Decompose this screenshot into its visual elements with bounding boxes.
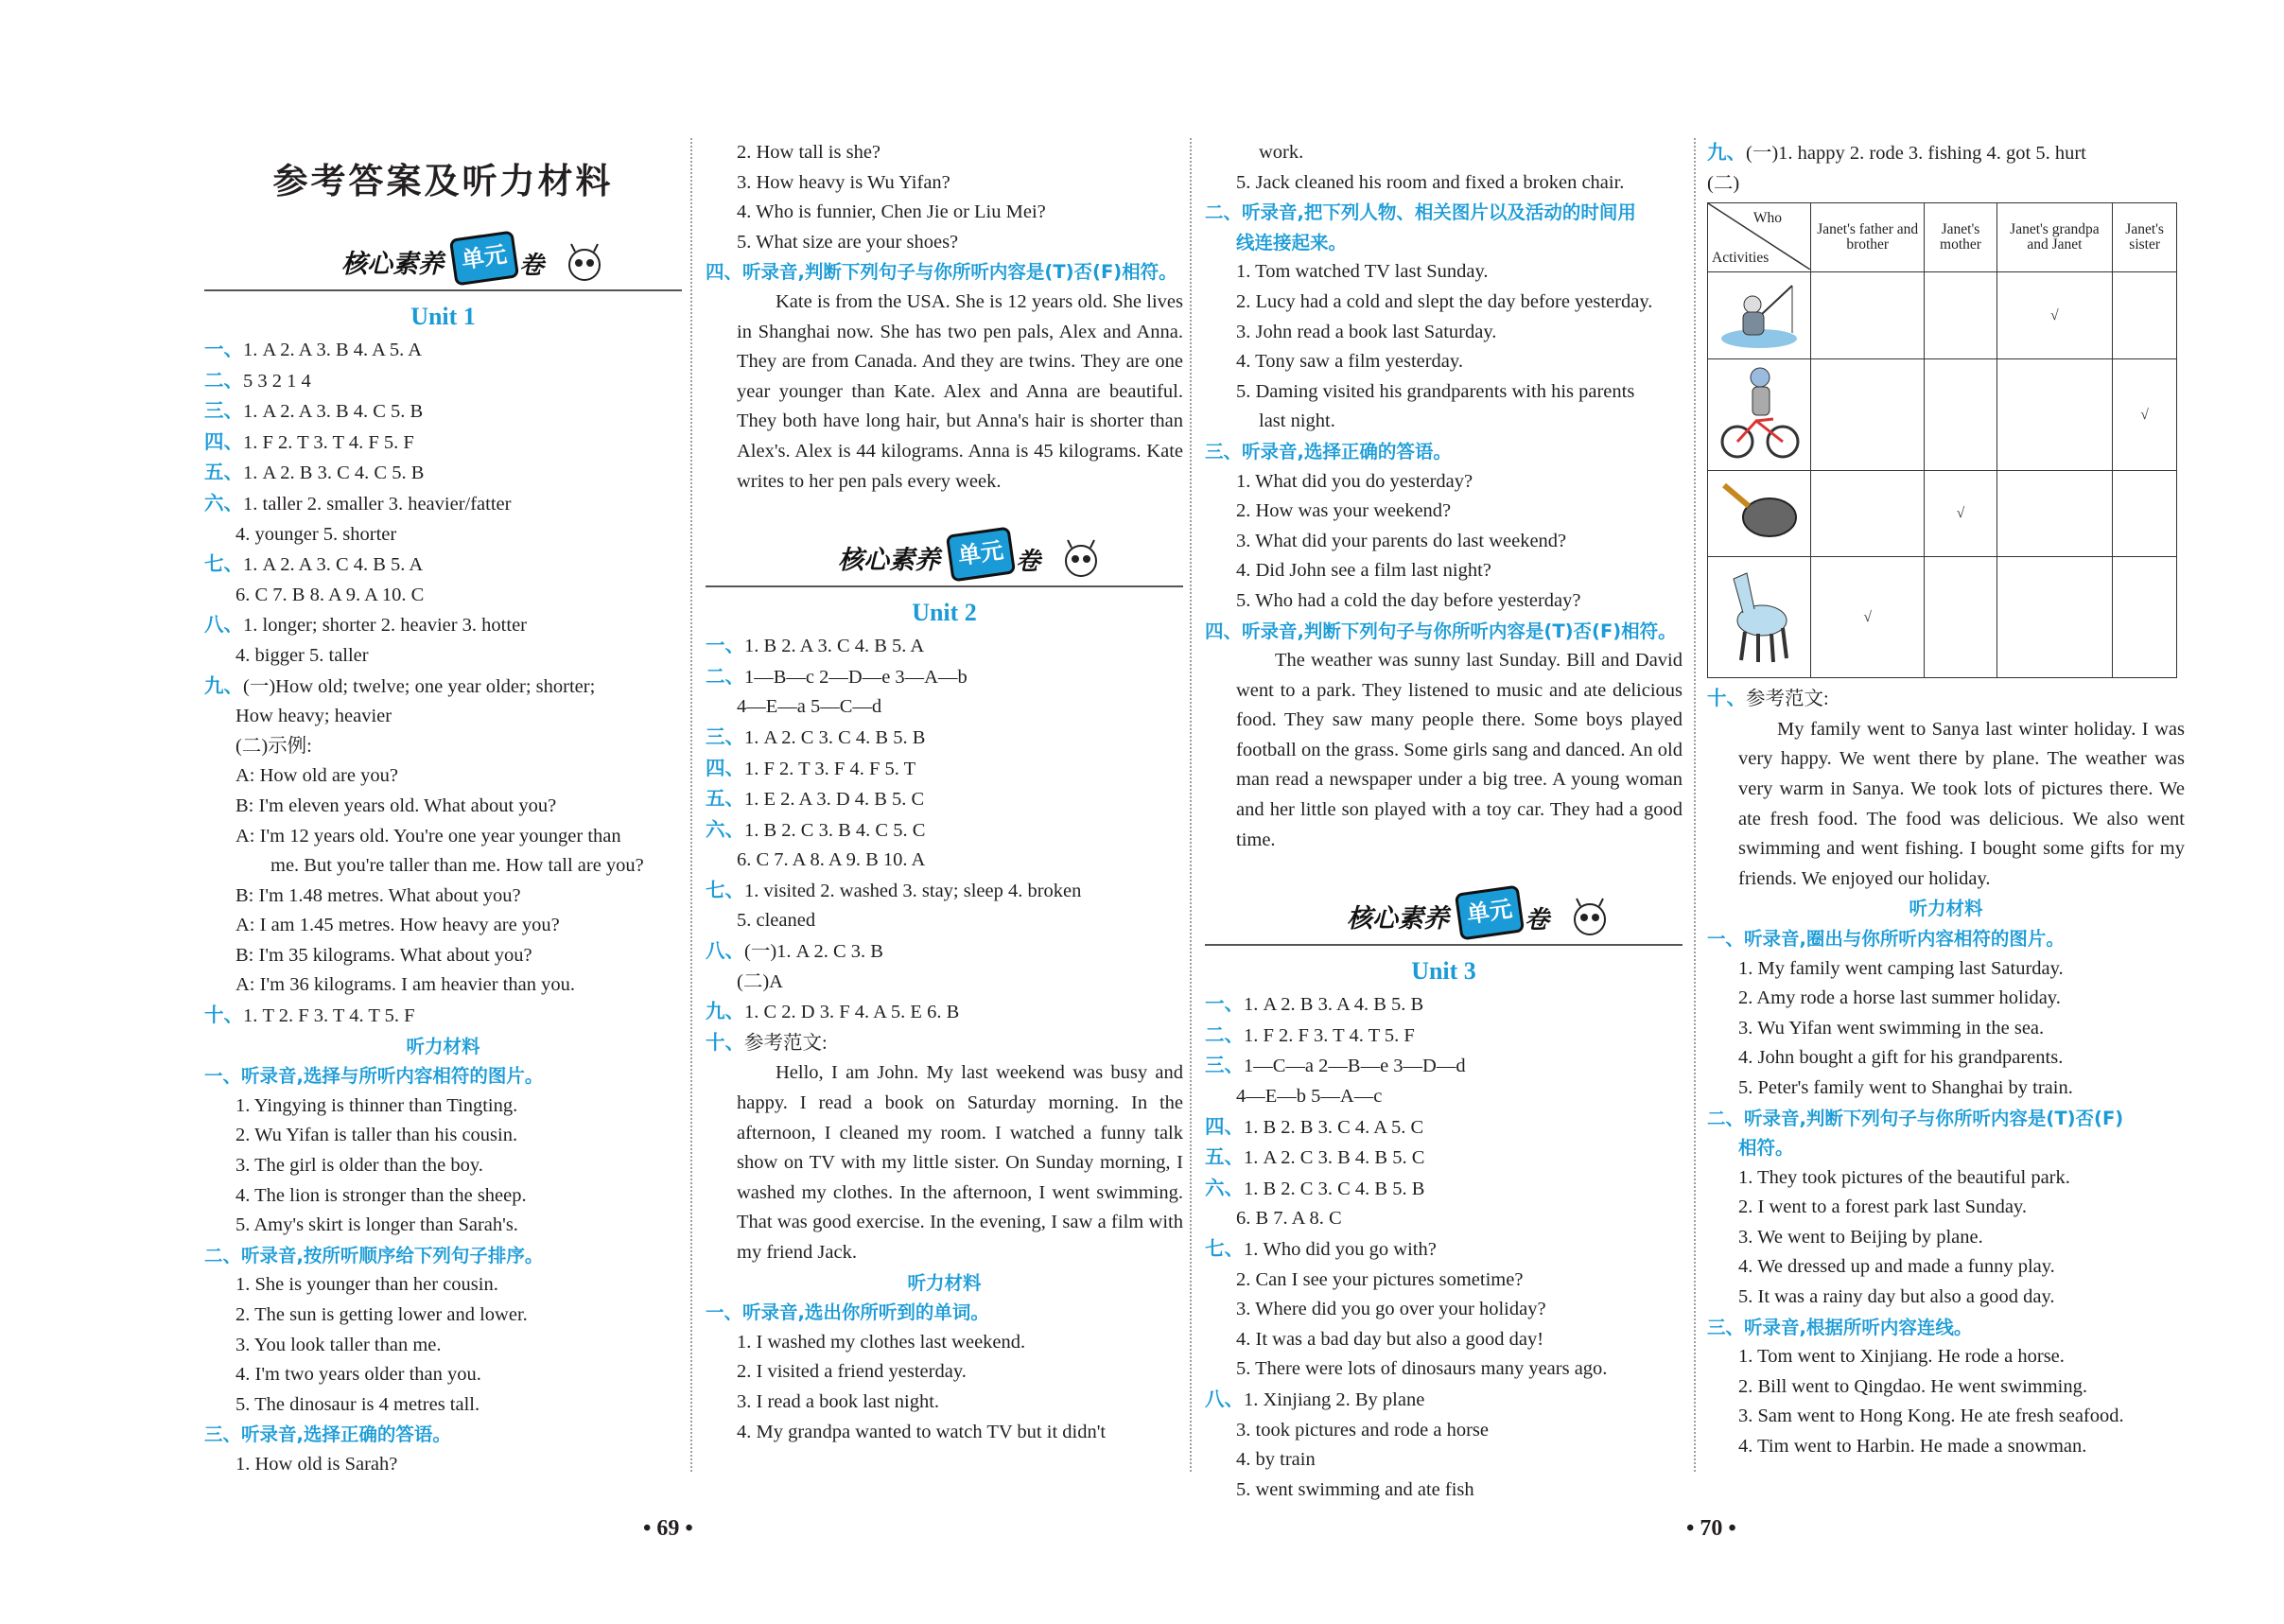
question-number: 一、: [1205, 992, 1244, 1016]
table-cell: √: [1996, 272, 2113, 359]
answer-text: 1. B 2. C 3. C 4. B 5. B: [1244, 1178, 1425, 1199]
answer-text: 参考范文:: [744, 1032, 828, 1054]
section-heading: 听力材料: [406, 1035, 480, 1057]
answer-text: 1. F 2. T 3. T 4. F 5. F: [243, 431, 414, 453]
answer-text: 5. cleaned: [737, 910, 816, 932]
question-number: 八、: [204, 613, 243, 637]
list-item: 1. I washed my clothes last weekend.: [737, 1331, 1026, 1353]
list-item: 3. I read a book last night.: [737, 1390, 940, 1412]
answer-line: [204, 550, 682, 581]
list-item: 4. I'm two years older than you.: [235, 1364, 481, 1386]
list-item: 2. How tall is she?: [737, 142, 881, 163]
question-number: 十、: [706, 1030, 744, 1054]
answer-line: [1205, 1325, 1682, 1355]
listening-list: [706, 138, 1183, 257]
answer-text: (一)1. A 2. C 3. B: [744, 941, 883, 963]
bike-icon: [1708, 359, 1811, 471]
mascot-icon: [1060, 538, 1102, 580]
answer-text: 1. E 2. A 3. D 4. B 5. C: [744, 789, 925, 811]
list-item: 4. The lion is stronger than the sheep.: [235, 1184, 527, 1206]
column-2: [706, 138, 1183, 1447]
section-heading: 一、听录音,圈出与你所听内容相符的图片。: [1707, 927, 2065, 950]
section-heading: 四、听录音,判断下列句子与你所听内容是(T)否(F)相符。: [1205, 620, 1677, 642]
answer-line: [1205, 1385, 1682, 1416]
listening-list: [1707, 1342, 2185, 1461]
answer-text: A: I'm 36 kilograms. I am heavier than you.: [235, 974, 575, 996]
section-heading: 三、听录音,根据所听内容连线。: [1707, 1316, 1973, 1338]
answer-text: 4. younger 5. shorter: [235, 523, 397, 545]
table-cell: [1996, 471, 2113, 557]
mascot-icon: [564, 242, 605, 284]
answer-text: 1. F 2. F 3. T 4. T 5. F: [1244, 1024, 1415, 1046]
question-number: 六、: [706, 817, 744, 841]
list-item: 3. What did your parents do last weekend?: [1236, 530, 1567, 551]
answer-text: 1. Xinjiang 2. By plane: [1244, 1388, 1425, 1410]
answer-text: 1. A 2. C 3. C 4. B 5. B: [744, 726, 926, 748]
list-item: 3. How heavy is Wu Yifan?: [737, 171, 950, 193]
list-item: 4. Tony saw a film yesterday.: [1236, 351, 1463, 373]
answer-text: 1. C 2. D 3. F 4. A 5. E 6. B: [744, 1002, 960, 1023]
list-item: 5. What size are your shoes?: [737, 231, 959, 253]
table-cell: [1811, 471, 1925, 557]
answer-line: [1205, 1143, 1682, 1174]
answer-line: [1205, 1112, 1682, 1144]
table-row: [1708, 471, 2177, 557]
question-number: 三、: [204, 399, 243, 423]
answer-line: [204, 641, 682, 672]
answer-text: 1. A 2. C 3. B 4. B 5. C: [1244, 1147, 1425, 1169]
question-number: 一、: [204, 338, 243, 360]
question-number: 九、: [204, 673, 243, 697]
list-item: 1. Yingying is thinner than Tingting.: [235, 1094, 518, 1116]
banner-tv-text: 单元: [460, 240, 509, 274]
answer-text: B: I'm 1.48 metres. What about you?: [235, 884, 521, 906]
column-divider: [1694, 138, 1696, 1472]
answer-line: [706, 906, 1183, 936]
question-number: 二、: [204, 368, 243, 392]
list-item: 2. Lucy had a cold and slept the day before yesterday.: [1236, 290, 1653, 312]
answer-line: [706, 784, 1183, 815]
answer-line: [706, 631, 1183, 662]
text-line: (二): [1707, 172, 1740, 194]
table-cell: [2113, 557, 2177, 678]
question-number: 九、: [706, 1000, 744, 1023]
table-cell: [1925, 557, 1996, 678]
answer-line: [204, 335, 682, 366]
answer-line: [204, 428, 682, 459]
banner-tv-text: 单元: [1465, 896, 1514, 929]
answer-list: [204, 335, 682, 1032]
section-heading: 听力材料: [1909, 898, 1983, 920]
question-number: 三、: [706, 725, 744, 748]
horse-icon: [1708, 557, 1811, 678]
answer-line: [204, 458, 682, 489]
answer-line: [1205, 1295, 1682, 1325]
table-header: Janet's grandpa and Janet: [1996, 203, 2113, 272]
answer-text: 1. visited 2. washed 3. stay; sleep 4. broken: [744, 880, 1082, 901]
section-heading: 二、听录音,把下列人物、相关图片以及活动的时间用: [1205, 201, 1636, 224]
table-cell: [1811, 272, 1925, 359]
section-heading: 三、听录音,选择正确的答语。: [1205, 440, 1452, 463]
answer-text: 3. took pictures and rode a horse: [1236, 1419, 1489, 1441]
answer-text: 4—E—a 5—C—d: [737, 696, 882, 718]
answer-line: [706, 692, 1183, 723]
answer-line: [204, 851, 682, 882]
passage: Kate is from the USA. She is 12 years old. She lives in Shanghai now. She has two pen pals, Alex and Anna. They are from Canada. And they are twins. They are one year younger than Kate. Alex and Anna are beautiful. They both have long hair, but Anna's hair is shorter than Alex's. Alex is 44 kilograms. Anna is 45 kilograms. Kate writes to her pen pals every week.: [737, 290, 1183, 492]
banner-text: 核心素养: [1347, 904, 1449, 934]
answer-line: [706, 997, 1183, 1028]
answer-text: (一)1. happy 2. rode 3. fishing 4. got 5. hurt: [1746, 143, 2086, 164]
answer-text: (二)示例:: [235, 735, 312, 757]
answer-line: [706, 754, 1183, 785]
unit-heading: Unit 1: [410, 303, 476, 330]
page-number-left: • 69 •: [643, 1516, 693, 1541]
table-header: Janet's father and brother: [1811, 203, 1925, 272]
answer-text: A: I am 1.45 metres. How heavy are you?: [235, 915, 560, 936]
listening-list: [1205, 467, 1682, 617]
answer-text: me. But you're taller than me. How tall are you?: [270, 855, 644, 877]
answer-text: 6. C 7. A 8. A 9. B 10. A: [737, 849, 926, 871]
question-number: 五、: [706, 787, 744, 811]
answer-text: 1. taller 2. smaller 3. heavier/fatter: [243, 493, 512, 515]
question-number: 七、: [1205, 1237, 1244, 1260]
section-heading: 二、听录音,按所听顺序给下列句子排序。: [204, 1244, 544, 1266]
list-item: 1. Tom watched TV last Sunday.: [1236, 261, 1489, 283]
text-line: work.: [1259, 142, 1304, 163]
answer-line: [706, 876, 1183, 907]
sample-essay: My family went to Sanya last winter holiday. I was very happy. We went there by plane. The weather was very warm in Sanya. We took lots of pictures there. We ate fresh food. The food was delicious. We also went swimming and went fishing. I bought some gifts for my friends. We enjoyed our holiday.: [1738, 718, 2185, 889]
mascot-icon: [1569, 897, 1611, 938]
table-cell: [2113, 272, 2177, 359]
answer-text: 1. T 2. F 3. T 4. T 5. F: [243, 1005, 415, 1027]
list-item: 3. The girl is older than the boy.: [235, 1155, 483, 1177]
answer-text: 1. B 2. B 3. C 4. A 5. C: [1244, 1116, 1424, 1138]
answer-text: 1. Who did you go with?: [1244, 1239, 1437, 1260]
section-heading: 相符。: [1738, 1137, 1794, 1160]
listening-list: [1707, 1163, 2185, 1313]
answer-text: A: How old are you?: [235, 765, 398, 787]
answer-text: 参考范文:: [1746, 689, 1829, 710]
answer-line: [706, 662, 1183, 693]
answer-line: [204, 822, 682, 852]
answer-line: [1205, 1051, 1682, 1082]
column-4: [1707, 138, 2185, 1462]
answer-line: [1205, 1234, 1682, 1266]
table-cell: [1996, 359, 2113, 471]
list-item: 2. The sun is getting lower and lower.: [235, 1304, 528, 1325]
answer-text: 6. B 7. A 8. C: [1236, 1208, 1342, 1230]
answer-line: [1205, 1174, 1682, 1205]
list-item: 3. Wu Yifan went swimming in the sea.: [1738, 1017, 2045, 1039]
answer-line: [204, 581, 682, 611]
answer-text: 1. longer; shorter 2. heavier 3. hotter: [243, 615, 528, 637]
tv-icon: [946, 527, 1016, 583]
answer-list: [706, 631, 1183, 1058]
column-divider: [1190, 138, 1192, 1472]
question-number: 十、: [1707, 687, 1746, 710]
banner-text: 卷: [1016, 548, 1041, 577]
question-number: 四、: [204, 429, 243, 453]
section-heading: 听力材料: [907, 1271, 982, 1294]
listening-list: [706, 1328, 1183, 1447]
answer-line: [1205, 1266, 1682, 1296]
answer-text: How heavy; heavier: [235, 706, 392, 727]
page-title: 参考答案及听力材料: [272, 161, 614, 201]
answer-text: 4—E—b 5—A—c: [1236, 1086, 1383, 1108]
wok-icon: [1708, 471, 1811, 557]
answer-line: [1205, 1354, 1682, 1385]
list-item: 4. John bought a gift for his grandparents.: [1738, 1047, 2064, 1069]
answer-line: [706, 815, 1183, 847]
question-number: 二、: [1205, 1022, 1244, 1046]
answer-text: 1. B 2. C 3. B 4. C 5. C: [744, 819, 926, 841]
table-row: [1708, 359, 2177, 471]
answer-line: [1205, 1204, 1682, 1234]
table-cell: [2113, 471, 2177, 557]
question-number: 四、: [1205, 1114, 1244, 1138]
list-item: 4. My grandpa wanted to watch TV but it didn't: [737, 1421, 1107, 1442]
answer-line: [204, 366, 682, 397]
list-item: 5. The dinosaur is 4 metres tall.: [235, 1393, 480, 1415]
answer-text: 5. went swimming and ate fish: [1236, 1478, 1474, 1500]
answer-line: [204, 396, 682, 428]
activity-table: [1707, 202, 2177, 678]
listening-list: [204, 1061, 682, 1479]
table-header-activities: Activities: [1712, 250, 1770, 267]
tv-icon: [449, 231, 519, 287]
table-cell: √: [2113, 359, 2177, 471]
list-item: 5. Who had a cold the day before yesterday?: [1236, 589, 1581, 611]
answer-line: [204, 520, 682, 550]
question-number: 十、: [204, 1004, 243, 1027]
list-item: 5. Daming visited his grandparents with his parents: [1236, 380, 1635, 402]
question-number: 八、: [1205, 1387, 1244, 1410]
answer-line: [204, 792, 682, 822]
text-line: 5. Jack cleaned his room and fixed a broken chair.: [1236, 171, 1625, 193]
listening-list: [1205, 257, 1682, 437]
answer-text: B: I'm eleven years old. What about you?: [235, 795, 557, 816]
unit-banner: [706, 510, 1183, 587]
answer-text: 1—C—a 2—B—e 3—D—d: [1244, 1056, 1466, 1077]
section-heading: 四、听录音,判断下列句子与你所听内容是(T)否(F)相符。: [706, 261, 1177, 284]
table-cell: [1996, 557, 2113, 678]
section-heading: 线连接起来。: [1236, 231, 1348, 253]
answer-line: [706, 968, 1183, 998]
answer-text: 1. F 2. T 3. F 4. F 5. T: [744, 758, 916, 779]
answer-line: [204, 1001, 682, 1032]
list-item: 1. My family went camping last Saturday.: [1738, 957, 2064, 979]
page-number-right: • 70 •: [1686, 1516, 1736, 1541]
unit-heading: Unit 3: [1411, 957, 1476, 986]
answer-line: [204, 941, 682, 971]
question-number: 五、: [204, 461, 243, 484]
answer-line: [204, 882, 682, 912]
table-corner: [1708, 203, 1811, 272]
answer-text: (一)How old; twelve; one year older; shorter;: [243, 675, 596, 697]
section-heading: 一、听录音,选出你所听到的单词。: [706, 1301, 989, 1324]
list-item: 5. Amy's skirt is longer than Sarah's.: [235, 1214, 518, 1236]
column-divider: [690, 138, 692, 1472]
answer-line: [706, 723, 1183, 754]
answer-text: 6. C 7. B 8. A 9. A 10. C: [235, 584, 425, 605]
question-number: 八、: [706, 939, 744, 963]
list-item: 2. I visited a friend yesterday.: [737, 1361, 967, 1383]
list-item: 3. You look taller than me.: [235, 1334, 442, 1355]
question-number: 五、: [1205, 1145, 1244, 1169]
answer-text: 1. A 2. B 3. C 4. C 5. B: [243, 463, 425, 484]
tv-icon: [1455, 885, 1525, 941]
list-item: 4. We dressed up and made a funny play.: [1738, 1256, 2055, 1278]
answer-line: [204, 489, 682, 520]
question-number: 二、: [706, 664, 744, 688]
table-header-who: Who: [1752, 210, 1782, 227]
sample-essay: Hello, I am John. My last weekend was busy and happy. I read a book on Saturday morning. In the afternoon, I cleaned my room. I watched a funny talk show on TV with my little sister. On Sunday morning, I washed my clothes. In the afternoon, I went swimming. That was good exercise. In the evening, I saw a film with my friend Jack.: [737, 1062, 1183, 1263]
list-item: 1. Tom went to Xinjiang. He rode a horse.: [1738, 1346, 2065, 1368]
answer-line: [1205, 1416, 1682, 1446]
list-item: 3. We went to Beijing by plane.: [1738, 1226, 1983, 1248]
answer-text: 5 3 2 1 4: [243, 370, 311, 392]
list-item: 2. I went to a forest park last Sunday.: [1738, 1196, 2027, 1218]
answer-line: [204, 672, 682, 703]
answer-text: 4. by train: [1236, 1449, 1316, 1471]
answer-text: A: I'm 12 years old. You're one year younger than: [235, 825, 621, 847]
list-item: 5. Peter's family went to Shanghai by train.: [1738, 1076, 2073, 1098]
banner-text: 卷: [1525, 906, 1550, 935]
question-number: 六、: [1205, 1176, 1244, 1199]
list-item: last night.: [1259, 410, 1335, 432]
question-number: 六、: [204, 491, 243, 515]
table-cell: √: [1925, 471, 1996, 557]
question-number: 九、: [1707, 141, 1746, 164]
banner-tv-text: 单元: [956, 536, 1005, 570]
table-cell: [1925, 359, 1996, 471]
answer-text: 4. bigger 5. taller: [235, 644, 369, 666]
answer-text: 1. A 2. A 3. C 4. B 5. A: [243, 554, 424, 576]
answer-line: [1205, 1021, 1682, 1052]
answer-text: 5. There were lots of dinosaurs many years ago.: [1236, 1358, 1608, 1380]
list-item: 3. John read a book last Saturday.: [1236, 321, 1497, 342]
answer-text: 1. A 2. A 3. B 4. C 5. B: [243, 401, 424, 423]
list-item: 4. Who is funnier, Chen Jie or Liu Mei?: [737, 201, 1046, 223]
column-1: [204, 138, 682, 1480]
list-item: 4. Did John see a film last night?: [1236, 560, 1491, 582]
table-cell: [1811, 359, 1925, 471]
unit-banner: [204, 214, 682, 291]
fishing-icon: [1708, 272, 1811, 359]
list-item: 2. Wu Yifan is taller than his cousin.: [235, 1125, 518, 1146]
answer-text: (二)A: [737, 970, 783, 992]
question-number: 七、: [204, 552, 243, 576]
answer-line: [706, 1028, 1183, 1059]
answer-line: [706, 846, 1183, 876]
question-number: 一、: [706, 634, 744, 657]
table-cell: [1925, 272, 1996, 359]
section-heading: 三、听录音,选择正确的答语。: [204, 1423, 451, 1446]
answer-text: 1—B—c 2—D—e 3—A—b: [744, 666, 968, 688]
answer-text: 2. Can I see your pictures sometime?: [1236, 1268, 1524, 1290]
answer-line: [204, 970, 682, 1001]
section-heading: 一、听录音,选择与所听内容相符的图片。: [204, 1065, 544, 1088]
answer-line: [204, 610, 682, 641]
question-number: 三、: [1205, 1054, 1244, 1077]
answer-line: [204, 911, 682, 941]
answer-line: [706, 936, 1183, 968]
answer-line: [1205, 1082, 1682, 1112]
answer-text: 1. B 2. A 3. C 4. B 5. A: [744, 636, 925, 657]
answer-line: [204, 732, 682, 762]
list-item: 4. Tim went to Harbin. He made a snowman.: [1738, 1436, 2087, 1458]
table-row: [1708, 272, 2177, 359]
table-header: Janet's mother: [1925, 203, 1996, 272]
table-header: Janet's sister: [2113, 203, 2177, 272]
answer-line: [204, 761, 682, 792]
unit-heading: Unit 2: [912, 599, 977, 627]
unit-banner: [1205, 868, 1682, 946]
question-number: 七、: [706, 878, 744, 901]
answer-list: [1205, 989, 1682, 1505]
table-row: [1708, 557, 2177, 678]
list-item: 2. How was your weekend?: [1236, 500, 1452, 522]
list-item: 1. She is younger than her cousin.: [235, 1274, 498, 1296]
list-item: 2. Bill went to Qingdao. He went swimming.: [1738, 1375, 2087, 1397]
banner-text: 卷: [519, 252, 545, 280]
banner-text: 核心素养: [341, 250, 444, 279]
listening-list: [1707, 954, 2185, 1104]
question-number: 四、: [706, 756, 744, 779]
answer-line: [1205, 1476, 1682, 1506]
answer-text: 1. A 2. A 3. B 4. A 5. A: [243, 340, 423, 360]
table-cell: √: [1811, 557, 1925, 678]
banner-text: 核心素养: [838, 546, 940, 576]
passage: The weather was sunny last Sunday. Bill and David went to a park. They listened to music and ate delicious food. They saw many people there. Some boys played football on the grass. Some girls sang and danced. An old man read a newspaper under a big tree. A young woman and her little son played with a toy car. They had a good time.: [1236, 650, 1682, 850]
list-item: 1. What did you do yesterday?: [1236, 470, 1473, 492]
column-3: [1205, 138, 1682, 1505]
answer-text: 1. A 2. B 3. A 4. B 5. B: [1244, 994, 1424, 1016]
answer-line: [1205, 989, 1682, 1021]
answer-text: B: I'm 35 kilograms. What about you?: [235, 944, 532, 966]
list-item: 3. Sam went to Hong Kong. He ate fresh seafood.: [1738, 1406, 2124, 1427]
list-item: 2. Amy rode a horse last summer holiday.: [1738, 987, 2061, 1009]
list-item: 1. They took pictures of the beautiful park.: [1738, 1166, 2070, 1188]
answer-text: 4. It was a bad day but also a good day!: [1236, 1328, 1544, 1350]
answer-text: 3. Where did you go over your holiday?: [1236, 1299, 1546, 1320]
list-item: 1. How old is Sarah?: [235, 1453, 398, 1475]
answer-line: [1205, 1445, 1682, 1476]
list-item: 5. It was a rainy day but also a good day.: [1738, 1286, 2055, 1308]
section-heading: 二、听录音,判断下列句子与你所听内容是(T)否(F): [1707, 1107, 2124, 1129]
answer-line: [204, 702, 682, 732]
